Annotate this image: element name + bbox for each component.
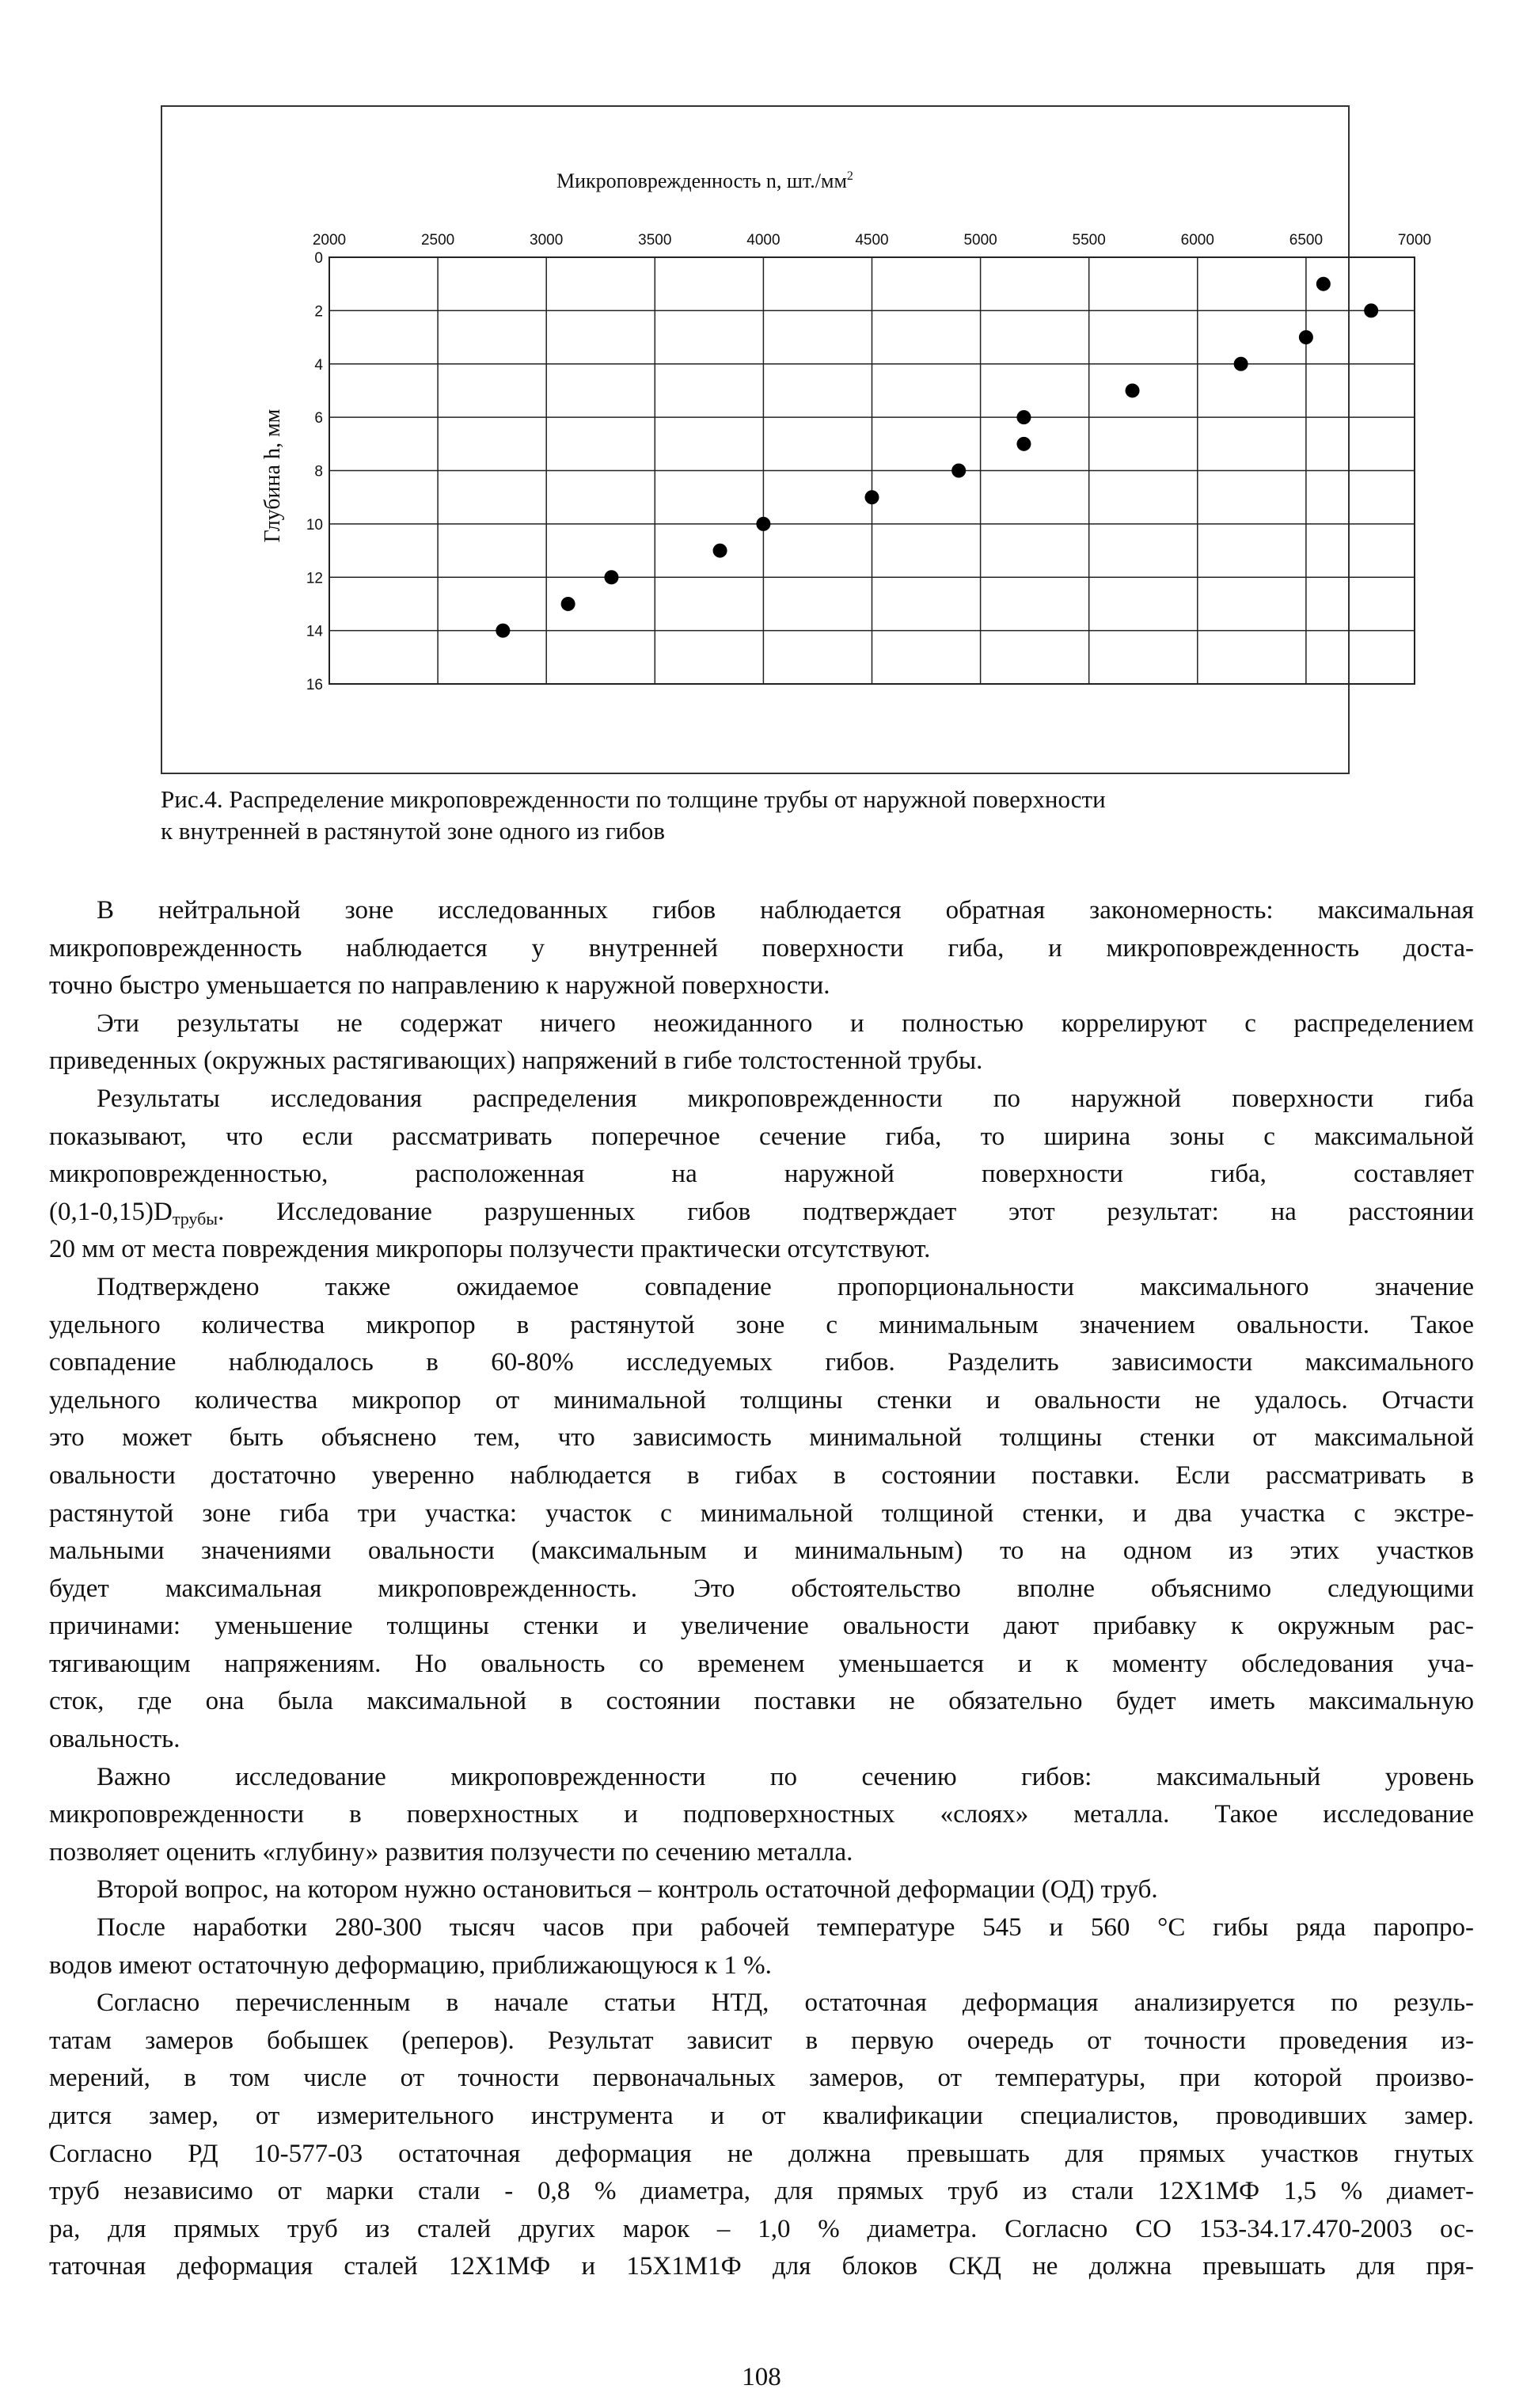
text-line: удельного количества микропор в растянутой зоне с минимальным значением овальности. Такое (49, 1310, 1474, 1339)
text-line: Второй вопрос, на котором нужно остановиться – контроль остаточной деформации (ОД) труб. (97, 1875, 1158, 1905)
x-tick-label: 4000 (746, 232, 780, 249)
text-line: ра, для прямых труб из сталей других марок – 1,0 % диаметра. Согласно СО 153-34.17.470-2003 ос- (49, 2214, 1474, 2243)
x-tick-labels (313, 232, 1431, 249)
y-axis-label: Глубина h, мм (260, 408, 285, 543)
data-point (604, 570, 618, 584)
chart-title-superscript: 2 (846, 169, 853, 183)
text-line: точно быстро уменьшается по направлению к наружной поверхности. (49, 971, 830, 1001)
text-line: В нейтральной зоне исследованных гибов наблюдается обратная закономерность: максимальная (97, 896, 1474, 925)
text-line: овальность. (49, 1725, 180, 1754)
data-point (1299, 330, 1313, 344)
x-tick-label: 2000 (312, 232, 347, 249)
text-line: татам замеров бобышек (реперов). Результат зависит в первую очередь от точности проведения из- (49, 2026, 1474, 2055)
text-line: позволяет оценить «глубину» развития ползучести по сечению металла. (49, 1837, 853, 1867)
text-line: После наработки 280-300 тысяч часов при рабочей температуре 545 и 560 °С гибы ряда паропро- (97, 1913, 1474, 1943)
x-tick-label: 7000 (1397, 232, 1432, 249)
data-point (756, 517, 770, 531)
caption-line: к внутренней в растянутой зоне одного из гибов (161, 817, 665, 845)
text-line: совпадение наблюдалось в 60-80% исследуемых гибов. Разделить зависимости максимального (49, 1348, 1474, 1377)
x-tick-label: 5500 (1072, 232, 1106, 249)
data-point (1126, 383, 1140, 397)
x-tick-label: 3000 (530, 232, 564, 249)
text-line: Подтверждено также ожидаемое совпадение пропорциональности максимального значение (97, 1272, 1474, 1301)
y-tick-label: 4 (314, 356, 323, 374)
text-line: это может быть объяснено тем, что зависимость минимальной толщины стенки от максимальной (49, 1423, 1474, 1453)
text-line: мальными значениями овальности (максимальным и минимальным) то на одном из этих участков (49, 1536, 1474, 1566)
text-line: Эти результаты не содержат ничего неожиданного и полностью коррелируют с распределением (97, 1008, 1474, 1038)
text-line: дится замер, от измерительного инструмента и от квалификации специалистов, проводивших замер. (49, 2102, 1474, 2130)
text-line: тягивающим напряжениям. Но овальность со временем уменьшается и к моменту обследования уча- (49, 1649, 1474, 1678)
page-number: 108 (742, 2363, 781, 2391)
paragraph (49, 1005, 1474, 1081)
paragraph (49, 1871, 1474, 1909)
text-fragment: . Исследование разрушенных гибов подтверждает этот результат: на расстоянии (218, 1197, 1474, 1226)
paragraph (49, 1985, 1474, 2286)
y-tick-labels (306, 250, 324, 693)
data-point (561, 597, 575, 611)
text-line: овальности достаточно уверенно наблюдается в гибах в состоянии поставки. Если рассматривать в (49, 1460, 1474, 1490)
y-tick-label: 16 (306, 677, 323, 693)
figure-caption (161, 784, 1372, 847)
text-line: 20 мм от места повреждения микропоры ползучести практически отсутствуют. (49, 1235, 931, 1264)
chart-title (556, 169, 853, 192)
text-line: Важно исследование микроповрежденности по сечению гибов: максимальный уровень (97, 1762, 1474, 1791)
y-tick-label: 8 (314, 463, 323, 480)
paragraph (49, 1759, 1474, 1872)
y-tick-label: 12 (306, 570, 323, 587)
y-tick-label: 0 (314, 250, 323, 267)
body-text (49, 892, 1474, 2286)
text-line: показывают, что если рассматривать поперечное сечение гиба, то ширина зоны с максимальной (49, 1122, 1474, 1151)
text-line: Результаты исследования распределения микроповрежденности по наружной поверхности гиба (97, 1084, 1474, 1113)
text-line: таточная деформация сталей 12Х1МФ и 15Х1М1Ф для блоков СКД не должна превышать для пря- (49, 2252, 1474, 2281)
x-tick-label: 2500 (420, 232, 455, 249)
text-line: водов имеют остаточную деформацию, приближающуюся к 1 %. (49, 1950, 772, 1980)
chart-title-text: Микроповрежденность n, шт./мм (556, 169, 847, 192)
x-tick-label: 6500 (1289, 232, 1324, 249)
paragraph (49, 892, 1474, 1005)
text-line: микроповрежденностью, расположенная на наружной поверхности гиба, составляет (49, 1160, 1474, 1189)
text-line: Согласно РД 10-577-03 остаточная деформация не должна превышать для прямых участков гнутых (49, 2139, 1474, 2168)
scatter-chart (162, 107, 1432, 773)
text-line: сток, где она была максимальной в состоянии поставки не обязательно будет иметь максимальную (49, 1687, 1474, 1716)
chart-grid (329, 257, 1415, 684)
text-line (49, 1194, 1474, 1232)
figure-frame (161, 105, 1432, 774)
formula-subscript: трубы (172, 1208, 218, 1229)
data-points (496, 277, 1378, 638)
text-line: мерений, в том числе от точности первоначальных замеров, от температуры, при которой произво- (49, 2064, 1474, 2093)
y-tick-label: 6 (314, 410, 323, 427)
caption-line: Рис.4. Распределение микроповрежденности по толщине трубы от наружной поверхности (161, 785, 1106, 813)
paragraph (49, 1909, 1474, 1985)
data-point (1234, 357, 1248, 371)
text-line: Согласно перечисленным в начале статьи НТД, остаточная деформация анализируется по резуль- (97, 1988, 1474, 2018)
text-line: растянутой зоне гиба три участка: участок с минимальной толщиной стенки, и два участка с экстре- (49, 1498, 1474, 1528)
y-tick-label: 10 (306, 516, 323, 534)
data-point (1316, 277, 1331, 291)
text-line: приведенных (окружных растягивающих) напряжений в гибе толстостенной трубы. (49, 1046, 983, 1076)
formula-d: (0,1-0,15)D (49, 1197, 173, 1226)
x-tick-label: 4500 (855, 232, 889, 249)
x-tick-label: 5000 (963, 232, 997, 249)
paragraph (49, 1269, 1474, 1759)
data-point (496, 624, 510, 638)
data-point (713, 544, 727, 558)
data-point (1016, 437, 1031, 451)
text-line: будет максимальная микроповрежденность. Это обстоятельство вполне объяснимо следующими (49, 1574, 1474, 1603)
y-tick-label: 2 (314, 303, 323, 321)
y-tick-label: 14 (306, 623, 323, 640)
text-line: труб независимо от марки стали - 0,8 % диаметра, для прямых труб из стали 12Х1МФ 1,5 % диамет- (49, 2177, 1474, 2206)
data-point (951, 464, 966, 478)
x-tick-label: 6000 (1180, 232, 1214, 249)
text-line: микроповрежденность наблюдается у внутренней поверхности гиба, и микроповрежденность доста- (49, 933, 1474, 963)
text-line: удельного количества микропор от минимальной толщины стенки и овальности не удалось. Отчасти (49, 1385, 1474, 1415)
x-tick-label: 3500 (638, 232, 672, 249)
paragraph (49, 1081, 1474, 1269)
text-line: причинами: уменьшение толщины стенки и увеличение овальности дают прибавку к окружным рас- (49, 1612, 1474, 1641)
data-point (1364, 303, 1378, 317)
text-line: микроповрежденности в поверхностных и подповерхностных «слоях» металла. Такое исследование (49, 1800, 1474, 1829)
data-point (1016, 410, 1031, 424)
data-point (865, 490, 879, 504)
